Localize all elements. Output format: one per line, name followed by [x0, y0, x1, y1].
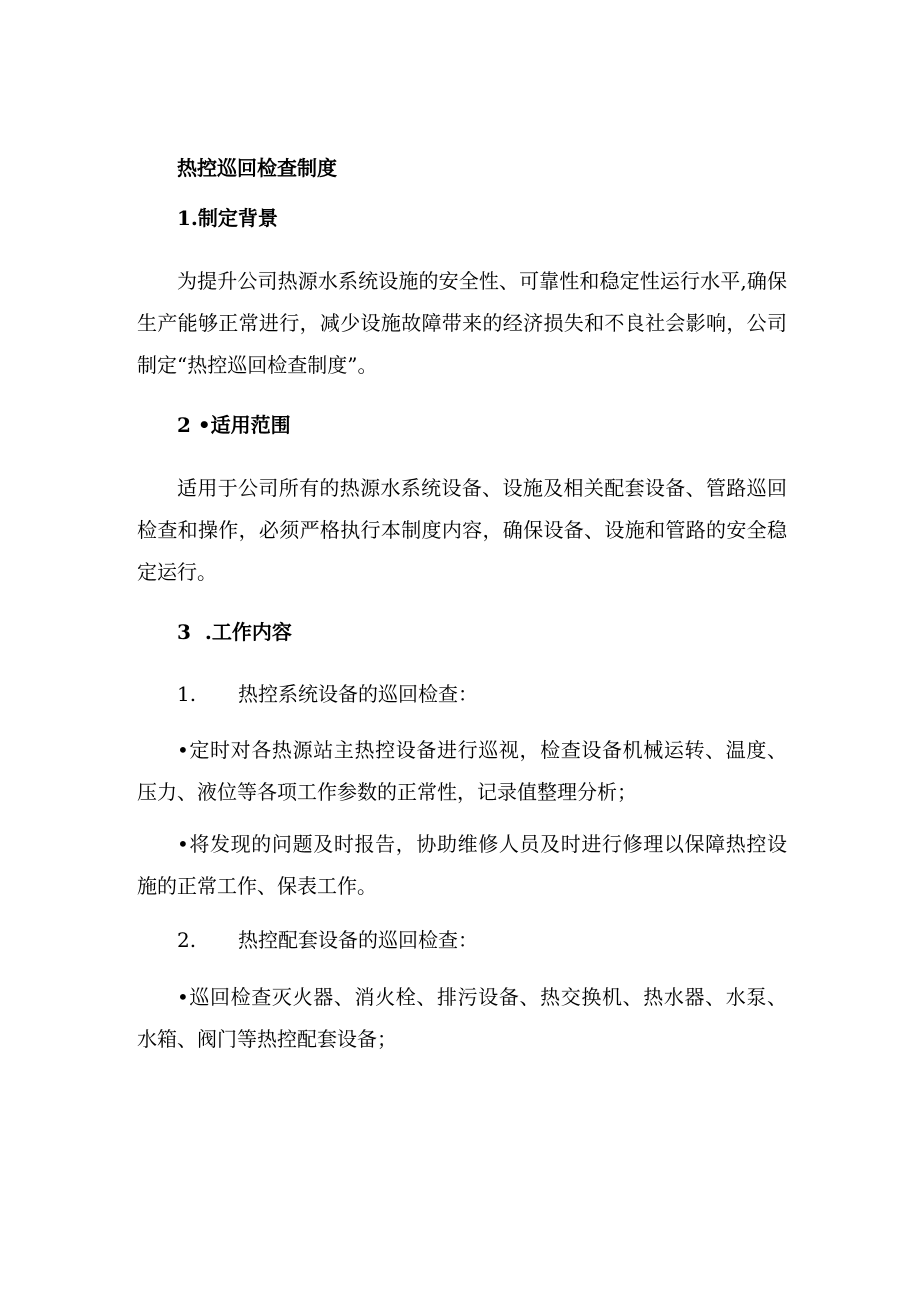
section-2-heading: [177, 404, 827, 446]
item-1-bullet-1: •定时对各热源站主热控设备进行巡视，检查设备机械运转、温度、压力、液位等各项工作参数的正常性，记录值整理分析；: [137, 738, 787, 804]
section-1-heading: 1.制定背景: [177, 206, 278, 230]
section-2-number: 2: [177, 413, 191, 437]
item-1-title: 热控系统设备的巡回检查：: [238, 682, 478, 706]
document-title: 热控巡回检查制度: [177, 156, 337, 180]
section-1-paragraph: 为提升公司热源水系统设施的安全性、可靠性和稳定性运行水平,确保生产能够正常进行，减少设施故障带来的经济损失和不良社会影响，公司制定“热控巡回检查制度”。: [137, 269, 787, 377]
item-2-bullet-1: •巡回检查灭火器、消火栓、排污设备、热交换机、热水器、水泵、水箱、阀门等热控配套设备；: [137, 985, 787, 1051]
section-3-number: 3: [177, 620, 191, 644]
item-2-title: 热控配套设备的巡回检查：: [238, 928, 478, 952]
item-2-heading: [177, 919, 787, 961]
section-3-heading: [177, 611, 827, 653]
section-2-heading-text: •适用范围: [197, 413, 291, 437]
item-1-number: 1.: [177, 682, 197, 706]
item-1-heading: [177, 673, 787, 715]
item-2-number: 2.: [177, 928, 197, 952]
section-2-paragraph: 适用于公司所有的热源水系统设备、设施及相关配套设备、管路巡回检查和操作，必须严格执行本制度内容，确保设备、设施和管路的安全稳定运行。: [137, 476, 787, 584]
item-1-bullet-2: •将发现的问题及时报告，协助维修人员及时进行修理以保障热控设施的正常工作、保表工作。: [137, 832, 787, 898]
section-3-heading-text: .工作内容: [204, 620, 292, 644]
